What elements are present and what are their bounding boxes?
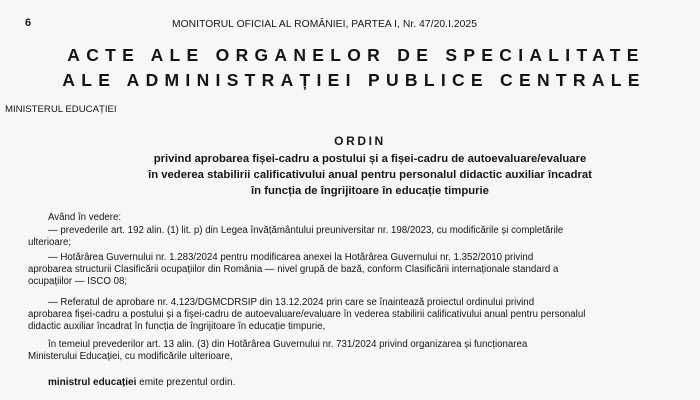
body-line: ulterioare; [28,237,72,248]
body-line: în temeiul prevederilor art. 13 alin. (3) din Hotărârea Guvernului nr. 731/2024 privind organizarea și funcționarea [48,339,528,350]
body-line: — prevederile art. 192 alin. (1) lit. p) din Legea învățământului preuniversitar nr. 198/2023, cu modificările și completările [48,225,564,236]
issuer-name: MINISTERUL EDUCAȚIEI [5,104,117,115]
section-title-line-2: ALE ADMINISTRAȚIEI PUBLICE CENTRALE [62,70,646,90]
closing-rest: emite prezentul ordin. [136,377,236,388]
body-line: Având în vedere: [48,212,122,223]
document-type: ORDIN [334,134,386,148]
body-line: ocupațiilor — ISCO 08; [28,276,128,287]
order-subject-line: în funcția de îngrijitoare în educație timpurie [251,185,489,197]
body-line: — Hotărârea Guvernului nr. 1.283/2024 pentru modificarea anexei la Hotărârea Guvernului nr. 1.352/2010 privind [48,252,534,263]
body-line: — Referatul de aprobare nr. 4.123/DGMCDRSIP din 13.12.2024 prin care se înaintează proiectul ordinului privind [48,297,535,308]
closing-statement [48,377,235,388]
body-line: didactic auxiliar încadrat în funcția de îngrijitoare în educație timpurie, [28,321,326,332]
running-head: MONITORUL OFICIAL AL ROMÂNIEI, PARTEA I, Nr. 47/20.I.2025 [172,19,477,30]
section-title-line-1: ACTE ALE ORGANELOR DE SPECIALITATE [67,45,645,65]
page-number: 6 [25,17,32,29]
body-line: Ministerului Educației, cu modificările ulterioare, [28,351,233,362]
body-line: aprobarea fișei-cadru a postului și a fișei-cadru de autoevaluare/evaluare în vederea stabilirii calificativului anual pentru personalul [28,309,586,320]
order-subject-line: în vederea stabilirii calificativului anual pentru personalul didactic auxiliar încadrat [148,169,592,181]
closing-actor: ministrul educației [48,377,137,388]
body-line: aprobarea structurii Clasificării ocupațiilor din România — nivel grupă de bază, conform Clasificării internaționale standard a [28,264,559,275]
order-subject-line: privind aprobarea fișei-cadru a postului și a fișei-cadru de autoevaluare/evaluare [153,153,587,165]
